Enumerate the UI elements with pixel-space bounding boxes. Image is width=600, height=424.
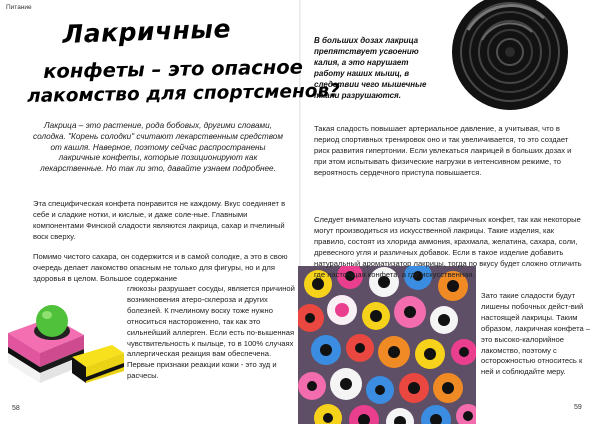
- right-paragraph-3: Зато такие сладости будут лишены побочных дейст-вий настоящей лакрицы. Таким образом, лакричная конфета – это высоко-калорийное лакомство, поэтому с осторожностью относитесь к ней и соблюдайте меру.: [481, 291, 591, 377]
- licorice-wheel-photo: [424, 0, 600, 126]
- pull-quote: В больших дозах лакрица препятствует усвоению калия, а это нарушает работу наших мышц, в следствии чего мышечные ткани разрушаются.: [314, 36, 427, 100]
- right-paragraph-1: Такая сладость повышает артериальное давление, а учитывая, что в период спортивных тренировок оно и так увеличивается, то это создает риск развития гипертонии. Если увлекаться лакрицей в больших дозах и при этом испытывать физические нагрузки в интенсивном режиме, то вероятность сердечного приступа повышается.: [314, 124, 572, 177]
- section-header: Питание: [6, 4, 32, 11]
- page-number-left: 58: [12, 405, 20, 412]
- title-line-2: конфеты – это опасное: [43, 55, 304, 83]
- licorice-candies-bowl-photo: [298, 266, 476, 424]
- right-paragraph-2: Следует внимательно изучать состав лакричных конфет, так как некоторые могут производиться из искусственной лакрицы. Такие изделия, как правило, состоят из хлорида аммония, крахмала, желатина, сахара, соли, древесного угля и различных добавок. Если в такое изделие добавить натуральный ароматизатор лакрицы, тогда по вкусу будет сложно отличить где настоящая конфета, а где искусственная.: [314, 215, 582, 279]
- licorice-wheel-image: [424, 0, 600, 126]
- lead-paragraph: Лакрица – это растение, рода бобовых, другими словами, солодка. "Корень солодки" считают лекарственным средством от кашля. Наверное, поэтому сейчас распространены лакричные конфеты, которые позиционируют как лекарственные. Но так ли это, давайте узнаем подробнее.: [33, 121, 283, 174]
- left-paragraph-1: Эта специфическая конфета понравится не каждому. Вкус соединяет в себе и сладкие нотки, и кислые, и даже соле-ные. Главными компонентами Финской сладости являются лакрица, сахар и пчелиный воск сверху.: [33, 199, 286, 241]
- page-number-right: 59: [574, 404, 582, 411]
- title-line-1: Лакричные: [62, 14, 232, 49]
- licorice-candies-bowl-image: [298, 266, 476, 424]
- title-line-3: лакомство для спортсменов?: [27, 80, 341, 107]
- left-paragraph-3: глюкозы разрушает сосуды, является причиной возникновения атеро-склероза и других болезней. К пчелиному воску тоже нужно относиться настороженно, так как это сильнейший аллерген. Если есть по-вышенная чувствительность к пыльце, то в 100% случаях аллергическая реакция вам обеспечена. Первые признаки реакции кожи - это зуд и расчесы.: [127, 284, 295, 381]
- licorice-allsorts-photo: [0, 287, 124, 397]
- licorice-allsorts-image: [0, 287, 124, 397]
- left-paragraph-2: Помимо чистого сахара, он содержится и в самой солодке, а это в свою очередь делает лакомство опасным не только для фигуры, но и для здоровья в целом. Большое содержание: [33, 252, 288, 283]
